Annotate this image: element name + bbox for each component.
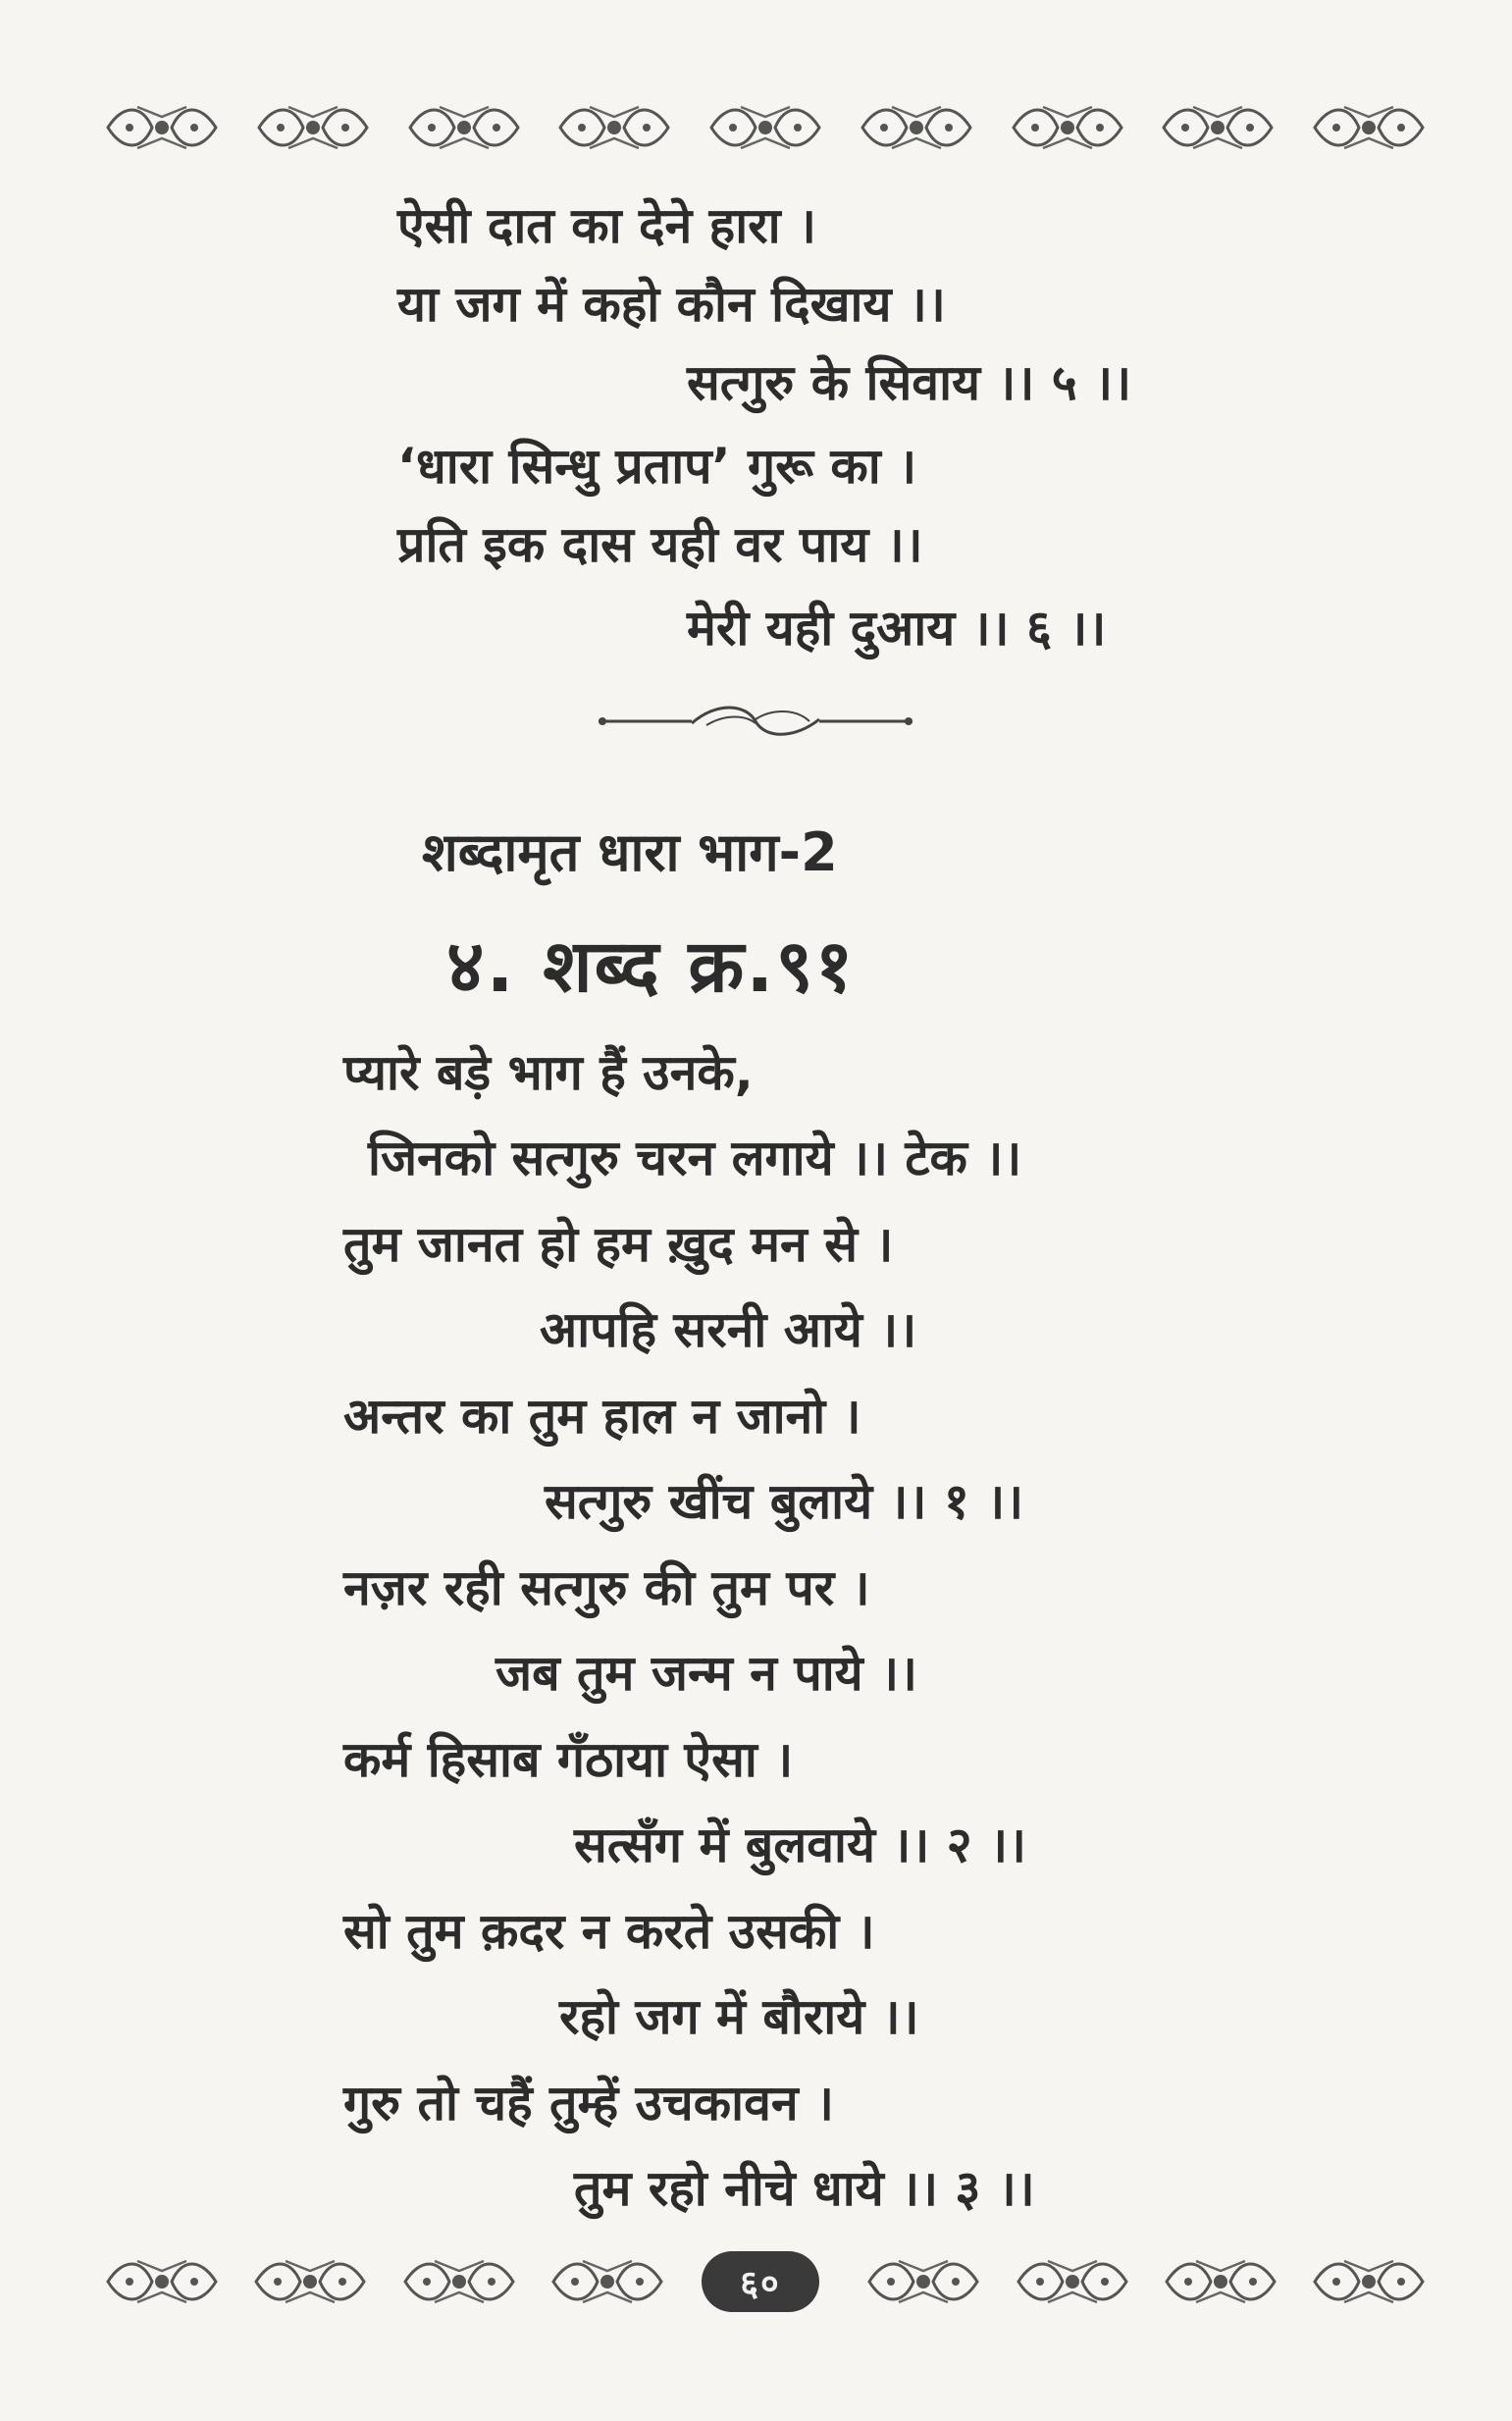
ornament-icon — [98, 2253, 226, 2310]
ornament-icon — [853, 99, 980, 156]
section-heading: शब्दामृत धारा भाग-2 — [422, 821, 838, 883]
verse-line: तुम रहो नीचे धाये ।। ३ ।। — [574, 2160, 1035, 2217]
verse-line: प्यारे बड़े भाग हैं उनके, — [343, 1044, 754, 1101]
verse-line: या जग में कहो कौन दिखाय ।। — [397, 276, 946, 333]
verse-line: कर्म हिसाब गँठाया ऐसा । — [343, 1731, 794, 1788]
top-ornamental-border — [98, 93, 1433, 162]
ornament-icon — [550, 99, 678, 156]
ornament-icon — [544, 2253, 671, 2310]
verse-line: जिनको सत्गुरु चरन लगाये ।। टेक ।। — [368, 1130, 1022, 1186]
verse-line: सत्गुरु के सिवाय ।। ५ ।। — [687, 354, 1132, 411]
verse-line: तुम जानत हो हम ख़ुद मन से । — [343, 1216, 894, 1273]
verse-line: जब तुम जन्म न पाये ।। — [495, 1645, 917, 1702]
page-number-badge: ६० — [702, 2251, 819, 2312]
ornament-icon — [1004, 99, 1131, 156]
ornament-icon — [1305, 99, 1433, 156]
ornament-icon — [860, 2253, 987, 2310]
ornament-icon — [98, 99, 226, 156]
verse-line: सत्सँग में बुलवाये ।। २ ।। — [574, 1816, 1026, 1873]
verse-line: प्रति इक दास यही वर पाय ।। — [397, 516, 923, 573]
ornament-icon — [249, 99, 377, 156]
ornament-icon — [246, 2253, 374, 2310]
shabad-title: ४. शब्द क्र.९१ — [446, 924, 856, 1009]
ornament-icon — [702, 99, 829, 156]
verse-line: ‘धारा सिन्धु प्रताप’ गुरू का । — [397, 438, 917, 495]
ornament-icon — [1009, 2253, 1136, 2310]
ornament-icon — [395, 2253, 523, 2310]
verse-line: ऐसी दात का देने हारा । — [397, 197, 816, 254]
ornament-icon — [1154, 99, 1281, 156]
ornament-icon — [1305, 2253, 1433, 2310]
verse-line: नज़र रही सत्गुरु की तुम पर । — [343, 1559, 870, 1616]
verse-line: गुरु तो चहैं तुम्हें उचकावन । — [343, 2075, 834, 2132]
verse-line: सो तुम क़दर न करते उसकी । — [343, 1903, 875, 1960]
verse-line: रहो जग में बौराये ।। — [559, 1988, 919, 2045]
flourish-divider-icon — [599, 702, 912, 741]
ornament-icon — [1157, 2253, 1284, 2310]
ornament-icon — [400, 99, 528, 156]
verse-line: मेरी यही दुआय ।। ६ ।। — [687, 600, 1107, 657]
verse-line: अन्तर का तुम हाल न जानो । — [343, 1388, 861, 1445]
verse-line: सत्गुरु खींच बुलाये ।। १ ।। — [545, 1473, 1024, 1530]
verse-line: आपहि सरनी आये ।। — [540, 1301, 917, 1358]
